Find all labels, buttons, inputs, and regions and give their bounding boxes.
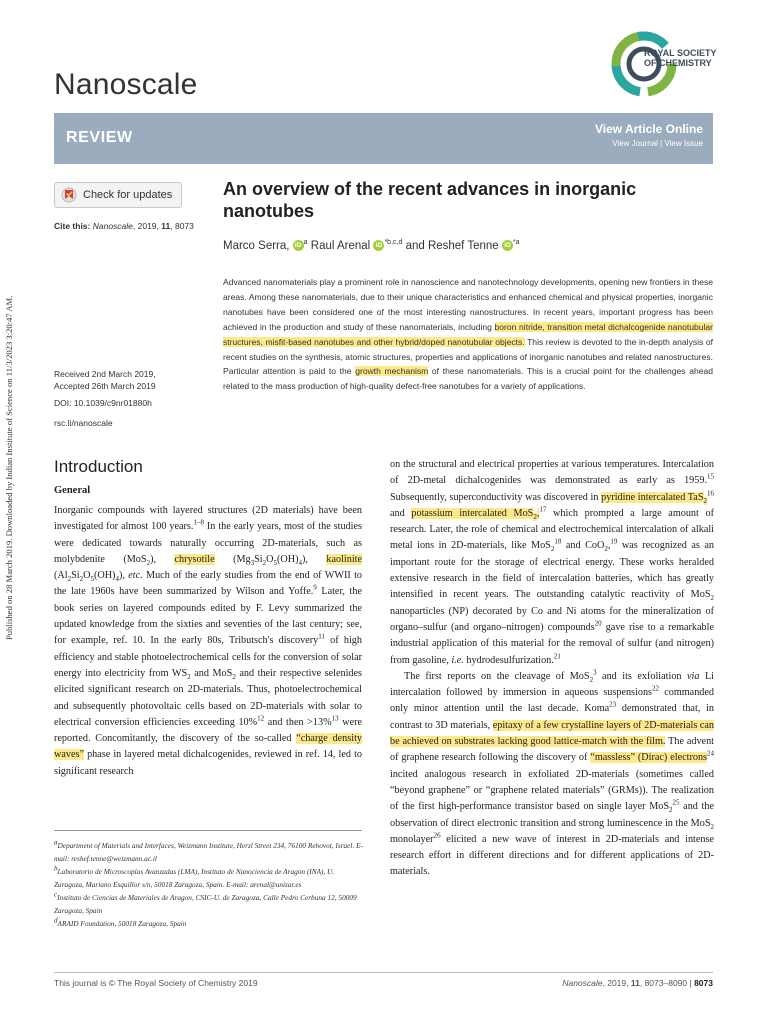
highlight: growth mechanism	[355, 366, 429, 377]
check-for-updates-label: Check for updates	[83, 189, 173, 201]
paragraph: The first reports on the cleavage of MoS$_2^3$ and its exfoliation via Li intercalation followed by immersion in aqueous suspensions$^{22}$ commanded only minor attention until the last decade. Koma$^{23}$ demonstrated that, in contrast to 3D materials, epitaxy of a few crystalline layers of 2D-materials can be achieved on substrates lacking good lattice-match with the film. The advent of graphene research following the discovery of “massless” (Dirac) electrons$^{24}$ incited analogous research in exfoliated 2D-materials (sometimes called “beyond graphene” or “graphene related materials” (GRMs)). The realization of the first high-performance transistor based on single layer MoS$_2^{25}$ and the observation of direct electronic transition and strong luminescence in the MoS$_2$ monolayer$^{26}$ elicited a new wave of interest in 2D-materials and intense research effort in different directions and for different applications of 2D-materials.	[390, 668, 715, 878]
check-for-updates-button[interactable]	[54, 182, 182, 208]
orcid-icon[interactable]: iD	[293, 240, 304, 251]
abstract: Advanced nanomaterials play a prominent role in nanoscience and nanotechnology developments, opening new frontiers in these areas. Among these nanomaterials, due to their unique characteristics and enhanced chemical and physical properties, inorganic nanotubes have been considered one of the most interesting nanostructures. In recent years, important progress has been achieved in the production and study of these nanomaterials, including boron nitride, transition metal dichalcogenide nanotubular structures, misfit-based nanotubes and other hybrid/doped nanotubular objects. This review is devoted to the in-depth analysis of recent studies on the synthesis, atomic structures, properties and applications of inorganic nanotubes and related nanostructures. Particular attention is paid to the growth mechanism of these nanomaterials. This is a crucial point for the challenges ahead related to the mass production of high-quality defect-free nanotubes for a variety of applications.	[223, 277, 713, 392]
article-type-banner	[54, 113, 713, 164]
journal-link[interactable]: rsc.li/nanoscale	[54, 418, 113, 428]
footnote: $^d$ARAID Foundation, 50018 Zaragoza, Spain	[54, 916, 187, 928]
download-notice: Published on 28 March 2019. Downloaded by Indian Institute of Science on 11/3/2023 3:20:47 AM.	[4, 295, 14, 640]
footnote: $^c$Instituto de Ciencias de Materiales de Aragon, CSIC-U. de Zaragoza, Calle Pedro Cerbuna 12, 50009 Zaragoza, Spain	[54, 890, 357, 915]
author-name[interactable]: Marco Serra,	[223, 240, 290, 252]
body-text-right-column	[390, 457, 714, 881]
highlight: boron nitride, transition metal dichalcogenide nanotubular structures, misfit-based nanotubes and other hybrid/doped nanotubular objects.	[223, 321, 713, 347]
author-name[interactable]: Raul Arenal	[310, 240, 371, 252]
footer-divider	[54, 972, 713, 973]
rsc-logo-text: ROYAL SOCIETY OF CHEMISTRY	[644, 48, 717, 68]
orcid-icon[interactable]: iD	[502, 240, 513, 251]
paragraph: Inorganic compounds with layered structures (2D materials) have been investigated for almost 100 years.$^{1-8}$ In the early years, most of the studies were dedicated towards naturally occurring 2D-materials, such as molybdenite (MoS$_2$), chrysotile $(Mg_3Si_2O_5(OH)_4)$, kaolinite $(Al_2Si_2O_5(OH)_4)$, etc. Much of the early studies from the end of WWII to the late 1960s have been summarized by Wilson and Yoffe.$^9$ Later, the book series on layered compounds edited by F. Levy summarized the updated knowledge from the sixties and seventies of the last century; see, for example, ref. 10. In the early 80s, Tributsch's discovery$^{11}$ of high efficiency and stable photoelectrochemical cells for the conversion of solar energy into electricity from $WS_2$ and MoS$_2$ and their respective selenides elicited significant research on 2D-materials. Thus, photoelectrochemical and subsequently photovoltaic cells based on 2D-materials with solar to electrical conversion efficiencies exceeding 10%$^{12}$ and then >13%$^{13}$ were reported. Concomitantly, the discovery of the so-called “charge density waves” phase in layered metal dichalcogenides, reviewed in ref. 14, led to significant research	[54, 505, 363, 777]
orcid-icon[interactable]: iD	[373, 240, 384, 251]
page-citation: Nanoscale, 2019, 11, 8073–8090 | 8073	[562, 978, 713, 988]
copyright-notice: This journal is © The Royal Society of Chemistry 2019	[54, 978, 258, 988]
author-list: Marco Serra, iD $^a$ Raul Arenal iD $^{*b,c,d}$ and Reshef Tenne iD $^{*a}$	[223, 239, 520, 252]
article-title: An overview of the recent advances in inorganic nanotubes	[223, 179, 637, 221]
subsection-heading: General	[54, 485, 91, 496]
footnote-divider	[54, 830, 362, 831]
view-links-separator: |	[657, 139, 665, 148]
crossmark-icon	[61, 187, 77, 203]
affiliation-footnotes	[54, 839, 364, 930]
body-text-left-column	[54, 503, 362, 780]
doi[interactable]: DOI: 10.1039/c9nr01880h	[54, 398, 152, 408]
section-heading: Introduction	[54, 457, 143, 476]
page-number: 8073	[694, 978, 713, 988]
paragraph: on the structural and electrical properties at various temperatures. Intercalation of 2D-metal dichalcogenides was demonstrated as early as 1959.15 Subsequently, superconductivity was discovered in pyridine intercalated TaS$_2^{16}$ and potassium intercalated MoS$_2$,$^{17}$ which prompted a large amount of research. Later, the role of chemical and electrochemical intercalation of alkali metal ions in 2D-materials, like MoS$_2^{18}$ and CoO$_2$,$^{19}$ was recognized as an important route for the storage of electrical energy. These works heralded extensive research in the field of intercalation batteries, which has greatly intensified in recent years. The outstanding catalytic reactivity of MoS$_2$ nanoparticles (NP) decorated by Co and Ni atoms for the mineralization of organo–sulfur (and organo–nitrogen) compounds$^{20}$ gave rise to a remarkable industrial application of this material for the removal of sulfur (and nitrogen) from gasoline, i.e. hydrodesulfurization.$^{21}$	[390, 459, 714, 666]
article-type-label: REVIEW	[66, 129, 133, 146]
received-dates: Received 2nd March 2019, Accepted 26th March 2019	[54, 369, 156, 391]
citation-line: Cite this: Nanoscale, 2019, 11, 8073	[54, 221, 194, 231]
footnote: $^a$Department of Materials and Interfaces, Weizmann Institute, Herzl Street 234, 76100 Rehovot, Israel. E-mail: reshef.tenne@weizmann.ac.il	[54, 838, 363, 863]
view-article-online-link[interactable]: View Article Online	[594, 122, 703, 136]
footnote: $^b$Laboratorio de Microscopías Avanzadas (LMA), Instituto de Nanociencia de Aragon (INA), U. Zaragoza, Mariano Esquillor s/n, 50018 Zaragoza, Spain. E-mail: arenal@unizar.es	[54, 864, 335, 889]
view-issue-link[interactable]: View Issue	[664, 139, 703, 148]
journal-name: Nanoscale	[54, 68, 198, 101]
view-journal-link[interactable]: View Journal	[612, 139, 658, 148]
view-links	[612, 139, 703, 148]
author-name[interactable]: and Reshef Tenne	[405, 240, 499, 252]
